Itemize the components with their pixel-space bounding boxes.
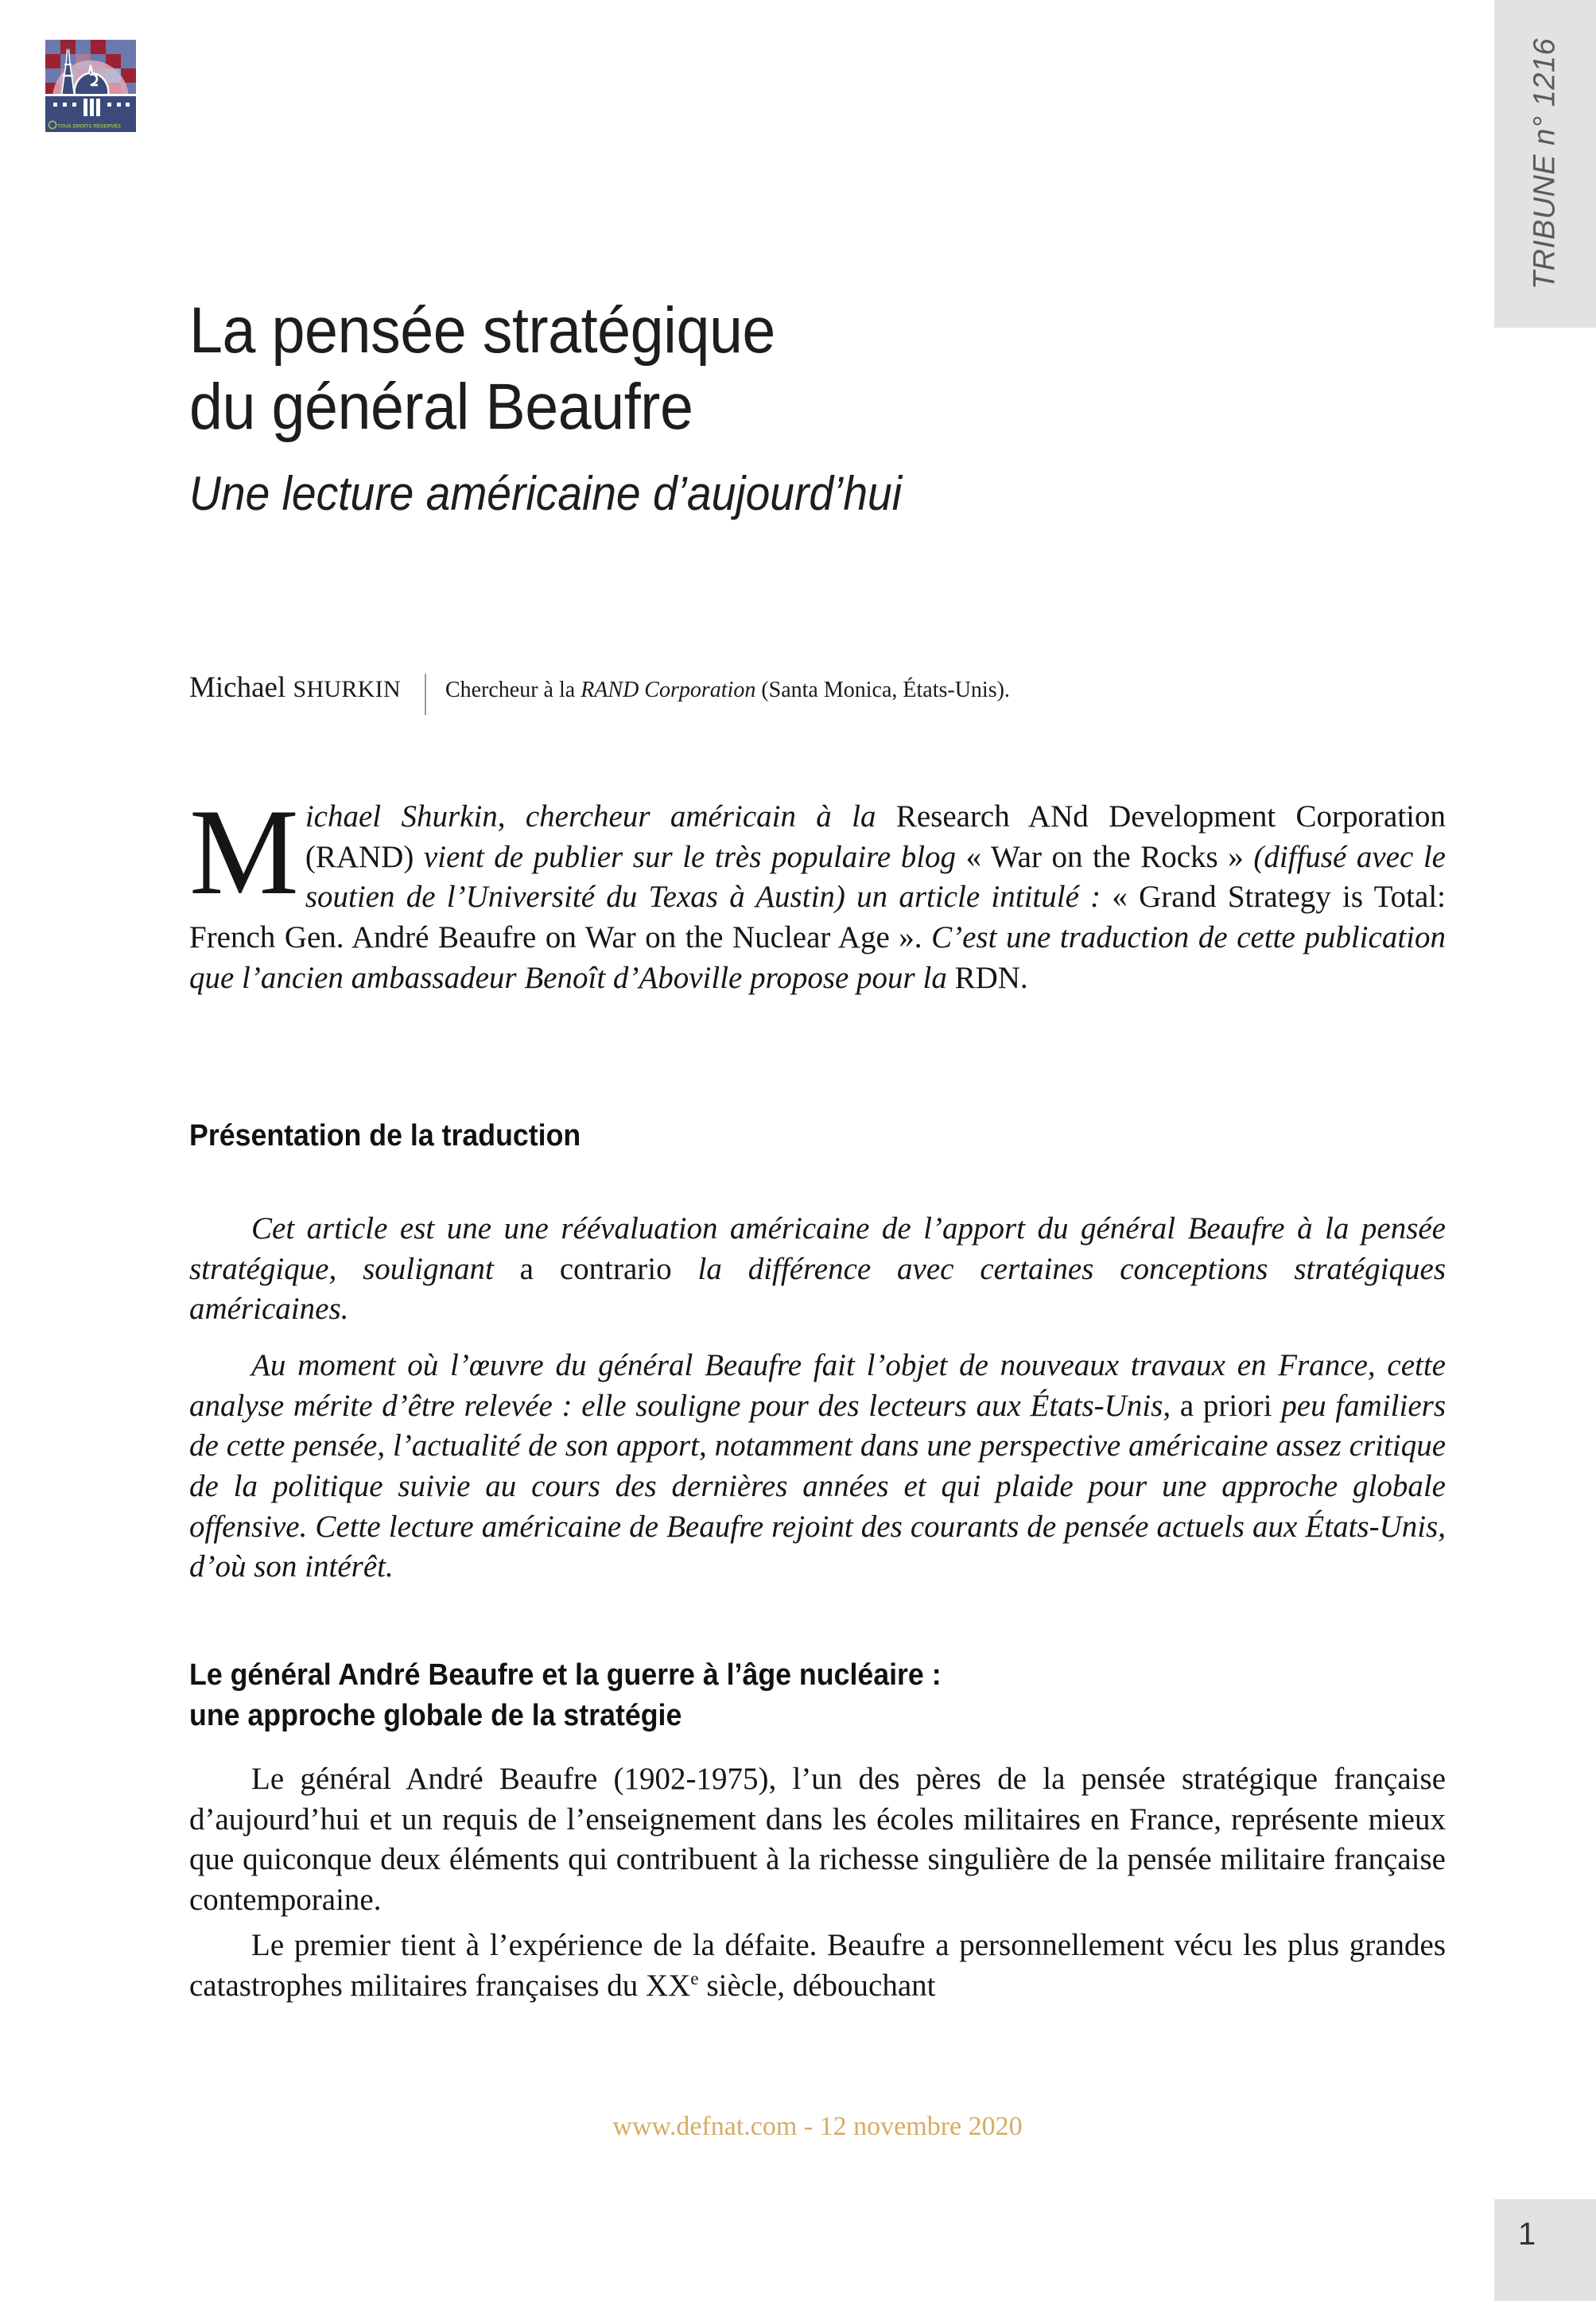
- intro-run-3: vient de publier sur le très populaire blog: [423, 839, 966, 874]
- paragraph-presentation-1-wrap: [189, 1209, 1446, 1330]
- paragraph-presentation-2: [189, 1346, 1446, 1588]
- page-number: 1: [1518, 2217, 1536, 2252]
- intro-run-1: ichael Shurkin, chercheur américain à la: [305, 799, 896, 834]
- tribune-number-label: TRIBUNE n° 1216: [1528, 37, 1562, 290]
- p2-run-1: Au moment où l’œuvre du général Beaufre fait l’objet de nouveaux travaux en France, cette analyse mérite d’être relevée : elle souligne pour des lecteurs aux États-Unis,: [189, 1348, 1446, 1423]
- page-subtitle: Une lecture américaine d’aujourd’hui: [189, 466, 902, 520]
- paragraph-beaufre-2: [189, 1926, 1446, 2006]
- byline: [189, 670, 1446, 712]
- paris-skyline-logo-icon: [45, 40, 136, 132]
- tribune-tab: [1494, 0, 1596, 328]
- section-heading-beaufre-line-2: une approche globale de la stratégie: [189, 1699, 682, 1733]
- page-number-box: [1494, 2199, 1596, 2301]
- p4-run-post: siècle, débouchant: [698, 1968, 936, 2003]
- paragraph-presentation-1: [189, 1209, 1446, 1330]
- byline-divider: [425, 674, 426, 715]
- paragraph-beaufre-2-wrap: [189, 1926, 1446, 2006]
- intro-paragraph-block: [189, 783, 1446, 998]
- intro-run-2: Research ANd Development Corporation (RAND): [305, 799, 1446, 874]
- paragraph-presentation-2-wrap: [189, 1346, 1446, 1588]
- intro-run-5: (diffusé avec le soutien de l’Université du Texas à Austin) un article intitulé :: [305, 839, 1446, 915]
- p4-run-pre: Le premier tient à l’expérience de la défaite. Beaufre a personnellement vécu les plus grandes catastrophes militaires françaises du XX: [189, 1928, 1446, 2003]
- affiliation-organization: RAND Corporation: [581, 678, 756, 702]
- ordinal-superscript: e: [690, 1968, 699, 1989]
- section-heading-beaufre-line-1: Le général André Beaufre et la guerre à l’âge nucléaire :: [189, 1658, 942, 1692]
- title-block: [189, 293, 1446, 521]
- author-last-name: SHURKIN: [293, 676, 401, 702]
- author-affiliation: [445, 678, 1010, 703]
- intro-run-8: RDN.: [954, 960, 1028, 995]
- paragraph-beaufre-1: Le général André Beaufre (1902-1975), l’un des pères de la pensée stratégique française d’aujourd’hui et un requis de l’enseignement dans les écoles militaires en France, représente mieux que quiconque deux éléments qui contribuent à la richesse singulière de la pensée militaire française contemporaine.: [189, 1762, 1446, 1918]
- p2-run-3: peu familiers de cette pensée, l’actualité de son apport, notamment dans une perspective américaine assez critique de la politique suivie au cours des dernières années et qui plaide pour une approche globale offensive. Cette lecture américaine de Beaufre rejoint des courants de pensée actuels aux États-Unis, d’où son intérêt.: [189, 1388, 1446, 1584]
- page-title-line-2: du général Beaufre: [189, 370, 693, 443]
- p1-run-2-latin: a contrario: [519, 1251, 672, 1286]
- author-first-name: Michael: [189, 671, 293, 704]
- affiliation-suffix: (Santa Monica, États-Unis).: [755, 678, 1010, 702]
- publisher-logo: [45, 40, 136, 132]
- p2-run-2-latin: a priori: [1179, 1388, 1272, 1423]
- intro-run-4: « War on the Rocks »: [965, 839, 1244, 874]
- intro-paragraph: [189, 783, 1446, 998]
- p1-run-1: Cet article est une une réévaluation américaine de l’apport du général Beaufre à la pensée stratégique, soulignant: [189, 1211, 1446, 1286]
- affiliation-prefix: Chercheur à la: [445, 678, 581, 702]
- paragraph-beaufre-1-wrap: [189, 1759, 1446, 1921]
- drop-cap: M: [189, 783, 299, 920]
- section-heading-presentation: Présentation de la traduction: [189, 1119, 581, 1152]
- logo-caption: TOUS DROITS RÉSERVÉS: [57, 123, 122, 130]
- page-title-line-1: La pensée stratégique: [189, 294, 775, 367]
- footer-url-date[interactable]: www.defnat.com - 12 novembre 2020: [612, 2112, 1023, 2141]
- section-heading-beaufre: [189, 1655, 989, 1737]
- intro-run-6: « Grand Strategy is Total: French Gen. André Beaufre on War on the Nuclear Age ».: [189, 880, 1446, 955]
- p1-run-3: la différence avec certaines conceptions stratégiques américaines.: [189, 1251, 1446, 1327]
- intro-run-7: C’est une traduction de cette publication que l’ancien ambassadeur Benoît d’Aboville propose pour la: [189, 920, 1446, 995]
- author-name: [189, 670, 401, 705]
